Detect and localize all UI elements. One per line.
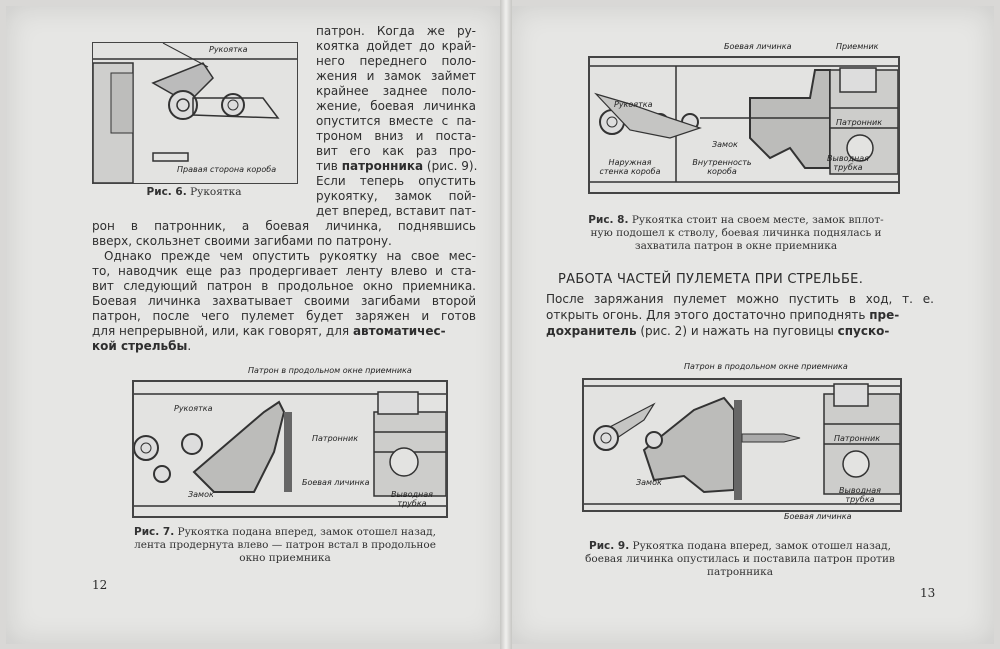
fig8-label-naruzhnaya: Наружная стенка короба <box>599 158 661 176</box>
fig9-label-patron-okno: Патрон в продольном окне приемника <box>684 362 848 371</box>
text-span: (рис. 2) и нажать на пуговицы <box>636 324 838 338</box>
text-line: патрон, после чего пулемет будет заряжен и готов <box>92 309 476 323</box>
figure-6-drawing <box>93 43 297 183</box>
caption-span: Рукоятка подана вперед, замок отошел назад, <box>629 540 891 552</box>
text-line: Боевая личинка захватывает своими загибами второй <box>92 294 476 308</box>
fig8-label-zamok: Замок <box>712 140 738 149</box>
fig7-label-boevaya: Боевая личинка <box>302 478 370 487</box>
caption-line: окно приемника <box>239 552 331 564</box>
text-line: то, наводчик еще раз продергивает ленту влево и ста- <box>92 264 476 278</box>
fig9-caption <box>566 540 914 579</box>
text-line: рукоятку, замок пой- <box>316 189 476 203</box>
text-line: вит следующий патрон в продольное окно приемника. <box>92 279 476 293</box>
term-automatic: автоматичес- <box>352 324 446 338</box>
text-line: Если теперь опустить <box>316 174 476 188</box>
fig8-label-vnutrennost: Внутренность короба <box>692 158 752 176</box>
fig8-caption-num: Рис. 8. <box>588 214 629 226</box>
text-span: открыть огонь. Для этого достаточно приподнять <box>546 308 870 322</box>
fig7-caption <box>112 526 458 565</box>
caption-span: Рукоятка стоит на своем месте, замок вплот- <box>628 214 884 226</box>
figure-9 <box>582 362 902 521</box>
term-predohranitel: пре- <box>869 308 900 322</box>
text-line: жения и замок займет <box>316 69 476 83</box>
term-patronnik: патронника <box>341 159 424 173</box>
fig7-caption-num: Рис. 7. <box>134 526 175 538</box>
caption-line <box>576 214 896 227</box>
caption-line: патронника <box>707 566 773 578</box>
fig9-caption-num: Рис. 9. <box>589 540 630 552</box>
section-heading: РАБОТА ЧАСТЕЙ ПУЛЕМЕТА ПРИ СТРЕЛЬБЕ. <box>558 272 864 287</box>
fig9-label-vyvodnaya: Выводная трубка <box>839 486 881 504</box>
text-line <box>316 159 476 173</box>
fig8-caption <box>576 214 896 253</box>
caption-line: боевая личинка опустилась и поставила патрон против <box>585 553 895 565</box>
fig9-label-boevaya: Боевая личинка <box>784 512 852 521</box>
text-line <box>546 308 934 322</box>
fig6-label-rukoyatka: Рукоятка <box>209 45 248 54</box>
caption-line <box>566 540 914 553</box>
text-line: После заряжания пулемет можно пустить в ход, т. е. <box>546 292 934 306</box>
figure-6 <box>92 42 298 184</box>
fig8-label-boevaya: Боевая личинка <box>724 42 792 51</box>
text-line: опустится вместе с па- <box>316 114 476 128</box>
fig7-label-patron-okno: Патрон в продольном окне приемника <box>248 366 412 375</box>
text-line <box>92 324 476 338</box>
figure-7 <box>132 366 448 518</box>
fig6-caption-text: Рукоятка <box>186 186 242 198</box>
text-line: рон в патронник, а боевая личинка, поднявшись <box>92 219 476 233</box>
text-line: жение, боевая личинка <box>316 99 476 113</box>
fig7-label-rukoyatka: Рукоятка <box>174 404 213 413</box>
caption-line: лента продернута влево — патрон встал в продольное <box>134 539 436 551</box>
figure-8 <box>588 42 900 194</box>
term-predohranitel-end: дохранитель <box>546 324 637 338</box>
fig7-label-zamok: Замок <box>188 490 214 499</box>
text-line: патрон. Когда же ру- <box>316 24 476 38</box>
fig9-label-zamok: Замок <box>636 478 662 487</box>
caption-line: захватила патрон в окне приемника <box>634 240 838 252</box>
fig8-label-vyvodnaya: Выводная трубка <box>827 154 869 172</box>
text-line <box>92 339 476 353</box>
page-number-right: 13 <box>920 586 936 600</box>
fig6-caption-num: Рис. 6. <box>146 186 187 198</box>
fig8-label-rukoyatka: Рукоятка <box>614 100 653 109</box>
text-span: (рис. 9). <box>423 159 478 173</box>
text-span: тив <box>316 159 342 173</box>
fig6-caption <box>92 186 296 199</box>
fig8-label-priemnik: Приемник <box>836 42 879 51</box>
text-line: него переднего поло- <box>316 54 476 68</box>
text-line: коятка дойдет до край- <box>316 39 476 53</box>
fig6-label-pravaya: Правая сторона короба <box>177 165 277 174</box>
caption-line <box>112 526 458 539</box>
page-number-left: 12 <box>92 578 108 592</box>
text-line: Однако прежде чем опустить рукоятку на свое мес- <box>104 249 476 263</box>
text-line: крайнее заднее поло- <box>316 84 476 98</box>
text-span: для непрерывной, или, как говорят, для <box>92 324 353 338</box>
term-fire: кой стрельбы <box>92 339 188 353</box>
book-gutter <box>500 0 512 649</box>
caption-span: Рукоятка подана вперед, замок отошел назад, <box>174 526 436 538</box>
fig9-label-patronnik: Патронник <box>834 434 881 443</box>
fig7-label-patronnik: Патронник <box>312 434 359 443</box>
text-line: дет вперед, вставит пат- <box>316 204 476 218</box>
text-line <box>546 324 934 338</box>
text-line: троном вниз и постa- <box>316 129 476 143</box>
caption-line: ную подошел к стволу, боевая личинка поднялась и <box>590 227 882 239</box>
term-spusko: спуско- <box>837 324 890 338</box>
fig7-label-vyvodnaya: Выводная трубка <box>391 490 433 508</box>
text-line: вверх, скользнет своими загибами по патрону. <box>92 234 392 248</box>
fig8-label-patronnik: Патронник <box>836 118 883 127</box>
text-span: . <box>187 339 192 353</box>
text-line: вит его как раз про- <box>316 144 476 158</box>
